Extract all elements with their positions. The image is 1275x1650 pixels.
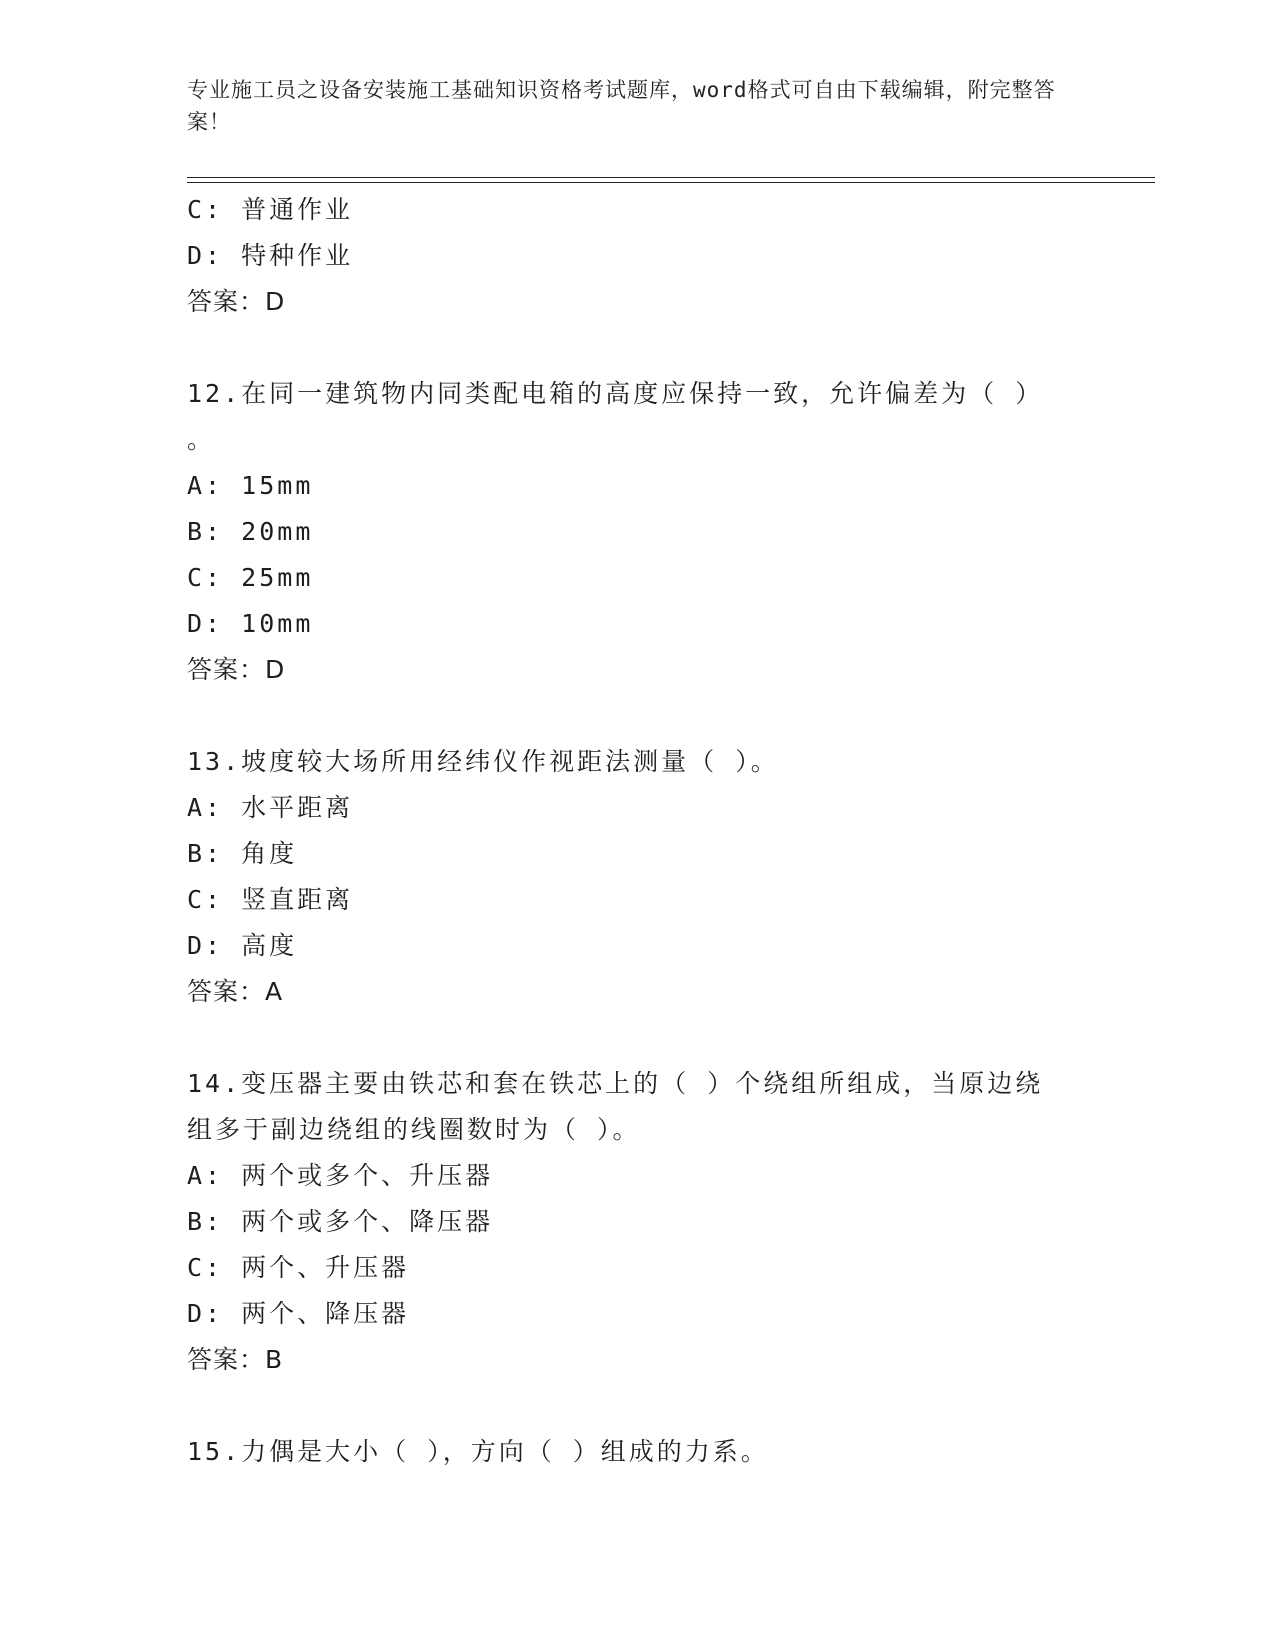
answer-line: 答案：D xyxy=(187,655,286,684)
question-block-15 xyxy=(187,1429,1087,1475)
option-a: A: 两个或多个、升压器 xyxy=(187,1161,494,1190)
option-c: C: 普通作业 xyxy=(187,195,354,224)
option-c: C: 25mm xyxy=(187,563,314,592)
answer-line: 答案：B xyxy=(187,1345,284,1374)
question-text: 15.力偶是大小（ ），方向（ ）组成的力系。 xyxy=(187,1437,769,1466)
option-b: B: 两个或多个、降压器 xyxy=(187,1207,494,1236)
spacer xyxy=(187,1383,1087,1429)
question-text-cont: 。 xyxy=(187,425,216,454)
option-c: C: 竖直距离 xyxy=(187,885,354,914)
option-a: A: 水平距离 xyxy=(187,793,354,822)
question-block-12 xyxy=(187,371,1087,693)
question-content xyxy=(187,187,1087,1475)
answer-line: 答案：A xyxy=(187,977,284,1006)
spacer xyxy=(187,325,1087,371)
spacer xyxy=(187,693,1087,739)
option-b: B: 角度 xyxy=(187,839,298,868)
question-text: 13.坡度较大场所用经纬仪作视距法测量（ ）。 xyxy=(187,747,779,776)
question-block-13 xyxy=(187,739,1087,1015)
answer-line: 答案：D xyxy=(187,287,286,316)
option-d: D: 特种作业 xyxy=(187,241,354,270)
question-text: 14.变压器主要由铁芯和套在铁芯上的（ ）个绕组所组成，当原边绕 xyxy=(187,1069,1044,1098)
header-rule-top xyxy=(187,177,1155,178)
question-text: 12.在同一建筑物内同类配电箱的高度应保持一致，允许偏差为（ ） xyxy=(187,379,1044,408)
option-d: D: 两个、降压器 xyxy=(187,1299,410,1328)
option-b: B: 20mm xyxy=(187,517,314,546)
option-c: C: 两个、升压器 xyxy=(187,1253,410,1282)
question-block-14 xyxy=(187,1061,1087,1383)
option-d: D: 10mm xyxy=(187,609,314,638)
header-rule-bottom xyxy=(187,182,1155,183)
document-header: 专业施工员之设备安装施工基础知识资格考试题库，word格式可自由下载编辑，附完整答案！ xyxy=(187,78,1056,134)
question-text-cont: 组多于副边绕组的线圈数时为（ ）。 xyxy=(187,1115,641,1144)
option-a: A: 15mm xyxy=(187,471,314,500)
spacer xyxy=(187,1015,1087,1061)
option-d: D: 高度 xyxy=(187,931,298,960)
question-block-11 xyxy=(187,187,1087,325)
